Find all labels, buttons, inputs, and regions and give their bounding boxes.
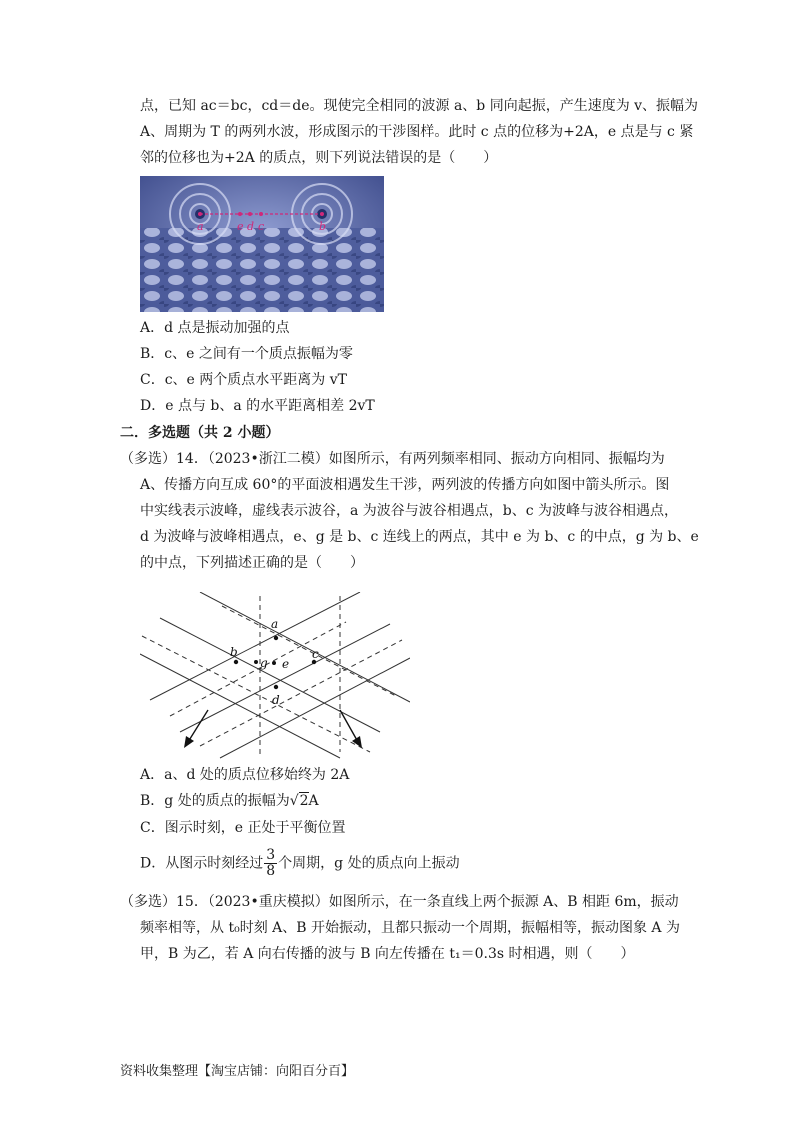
q14-option-b [140, 791, 319, 811]
diagram-label-a: a [271, 617, 279, 631]
q13-option-a: A．d 点是振动加强的点 [140, 320, 290, 336]
fraction [264, 848, 277, 879]
q13-line-1: 点，已知 ac＝bc，cd＝de。现使完全相同的波源 a、b 同向起振，产生速度为 v、振幅为 [140, 98, 699, 114]
q14-line-1: （多选）14．（2023•浙江二模）如图所示，有两列频率相同、振动方向相同、振幅均为 [120, 451, 665, 467]
diagram-label-c: c [312, 647, 319, 661]
q15-line-1: （多选）15．（2023•重庆模拟）如图所示，在一条直线上两个振源 A、B 相距 6m，振动 [120, 894, 679, 910]
diagram-label-g: g [260, 656, 268, 670]
section-heading: 二．多选题（共 2 小题） [120, 425, 280, 441]
photo-label-e: e [237, 220, 244, 233]
sqrt-symbol: √ [289, 793, 299, 809]
photo-label-c: c [258, 220, 265, 233]
photo-label-b: b [319, 220, 327, 233]
q13-line-3: 邻的位移也为+2A 的质点，则下列说法错误的是（ ） [140, 150, 498, 166]
interference-photo [140, 176, 384, 312]
q14-option-d-text: D．从图示时刻经过 [140, 855, 264, 872]
q15-line-3: 甲，B 为乙，若 A 向右传播的波与 B 向左传播在 t₁＝0.3s 时相遇，则（ ） [140, 946, 635, 962]
q14-option-a: A．a、d 处的质点位移始终为 2A [140, 767, 350, 783]
q14-option-d-rest: 个周期，g 处的质点向上振动 [278, 855, 460, 872]
q14-line-2: A、传播方向互成 60°的平面波相遇发生干涉，两列波的传播方向如图中箭头所示。图 [140, 477, 670, 493]
diagram-label-b: b [230, 645, 238, 659]
footer-source: 资料收集整理【淘宝店铺：向阳百分百】 [120, 1064, 355, 1079]
diagram-label-d: d [272, 693, 280, 707]
q15-line-2: 频率相等，从 t₀时刻 A、B 开始振动，且都只振动一个周期，振幅相等，振动图象 A 为 [140, 920, 680, 936]
q13-option-b: B．c、e 之间有一个质点振幅为零 [140, 346, 353, 362]
q14-option-b-unit: A [308, 793, 319, 809]
q14-line-5: 的中点，下列描述正确的是（ ） [140, 555, 364, 571]
q14-line-4: d 为波峰与波峰相遇点，e、g 是 b、c 连线上的两点，其中 e 为 b、c 的中点，g 为 b、e [140, 529, 699, 545]
wave-interference-diagram [140, 592, 410, 760]
q13-option-d: D．e 点与 b、a 的水平距离相差 2vT [140, 398, 375, 414]
q14-option-d [140, 848, 460, 879]
photo-label-a: a [197, 220, 204, 233]
q14-line-3: 中实线表示波峰，虚线表示波谷，a 为波谷与波谷相遇点，b、c 为波峰与波谷相遇点， [140, 503, 679, 519]
q13-option-c: C．c、e 两个质点水平距离为 vT [140, 372, 347, 388]
q14-option-b-text: B．g 处的质点的振幅为 [140, 793, 290, 809]
sqrt-radicand: 2 [299, 793, 309, 809]
photo-label-d: d [247, 220, 255, 233]
diagram-label-e: e [282, 657, 290, 671]
q13-line-2: A、周期为 T 的两列水波，形成图示的干涉图样。此时 c 点的位移为+2A，e 点是与 c 紧 [140, 124, 694, 140]
fraction-denominator: 8 [266, 863, 276, 879]
fraction-numerator: 3 [266, 847, 276, 863]
q14-option-c: C．图示时刻，e 正处于平衡位置 [140, 820, 346, 836]
